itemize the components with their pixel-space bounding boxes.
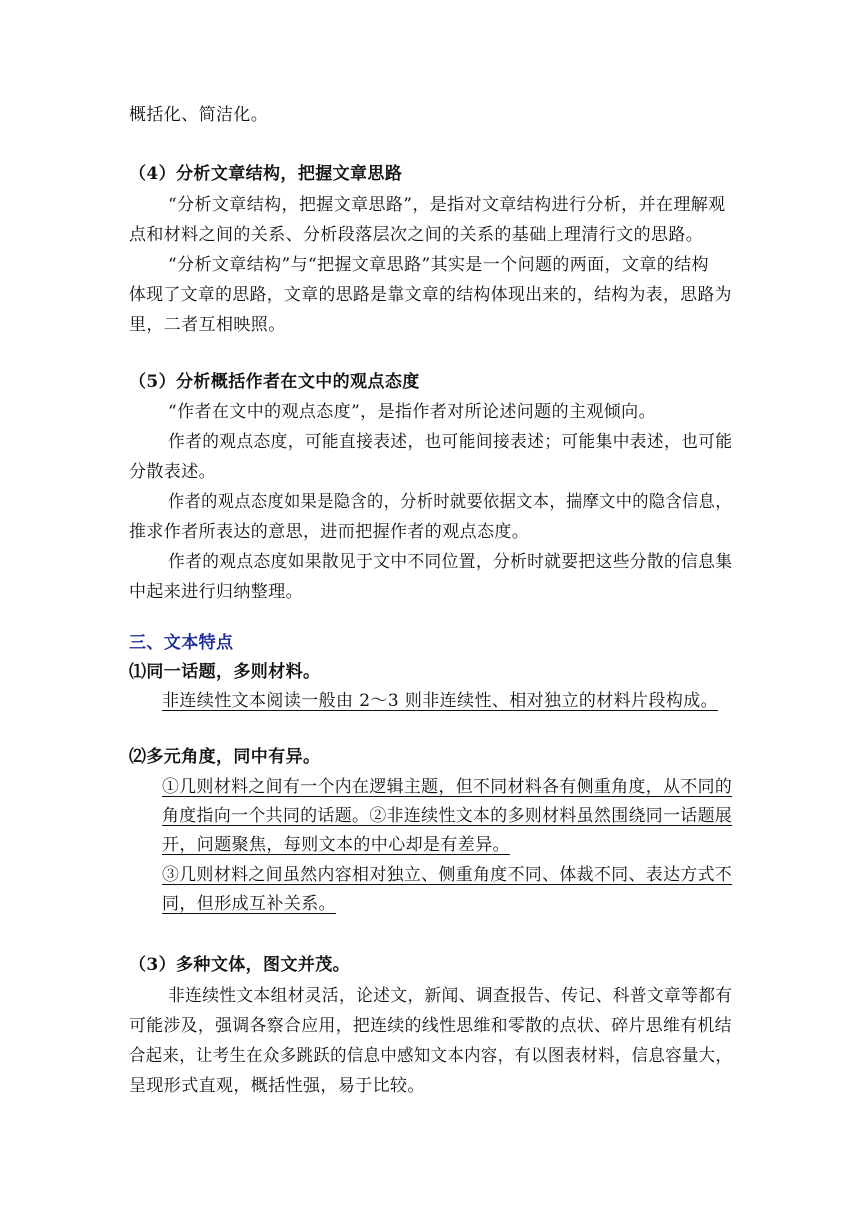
paragraph-line: 可能涉及，强调各察合应用，把连续的线性思维和零散的点状、碎片思维有机结 [129,1016,732,1036]
underlined-line: 非连续性文本阅读一般由 2～3 则非连续性、相对独立的材料片段构成。 [162,691,719,711]
paragraph-line: 体现了文章的思路，文章的思路是靠文章的结构体现出来的，结构为表，思路为 [129,285,732,305]
underlined-line: 角度指向一个共同的话题。②非连续性文本的多则材料虽然围绕同一话题展 [162,806,733,826]
point-heading-1: ⑴同一话题，多则材料。 [129,662,321,682]
paragraph-line: 作者的观点态度如果散见于文中不同位置，分析时就要把这些分散的信息集 [168,552,733,572]
underlined-line: ①几则材料之间有一个内在逻辑主题，但不同材料各有侧重角度，从不同的 [162,777,733,797]
paragraph-line: 合起来，让考生在众多跳跃的信息中感知文本内容，有以图表材料，信息容量大， [129,1046,733,1066]
chapter-heading: 三、文本特点 [129,633,234,653]
point-heading-3: （3）多种文体，图文并茂。 [129,955,351,975]
paragraph-line: 分散表述。 [129,462,216,482]
paragraph-line: “作者在文中的观点态度”，是指作者对所论述问题的主观倾向。 [168,402,656,422]
paragraph-line: “分析文章结构，把握文章思路”，是指对文章结构进行分析，并在理解观 [168,195,726,215]
underlined-line: ③几则材料之间虽然内容相对独立、侧重角度不同、体裁不同、表达方式不 [162,865,733,885]
underlined-line: 开，问题聚焦，每则文本的中心却是有差异。 [162,835,510,855]
paragraph-line: 作者的观点态度，可能直接表述，也可能间接表述；可能集中表述，也可能 [168,432,733,452]
paragraph-line: 呈现形式直观，概括性强，易于比较。 [129,1076,425,1096]
paragraph-line: 作者的观点态度如果是隐含的，分析时就要依据文本，揣摩文中的隐含信息， [168,492,732,512]
paragraph-line: “分析文章结构”与“把握文章思路”其实是一个问题的两面，文章的结构 [168,255,709,275]
paragraph-line: 点和材料之间的关系、分析段落层次之间的关系的基础上理清行文的思路。 [129,225,704,245]
underlined-line: 同，但形成互补关系。 [162,894,336,914]
section-heading-5: （5）分析概括作者在文中的观点态度 [129,372,420,392]
paragraph-line: 概括化、简洁化。 [129,105,269,125]
section-heading-4: （4）分析文章结构，把握文章思路 [129,164,403,184]
paragraph-line: 中起来进行归纳整理。 [129,582,303,602]
paragraph-line: 里，二者互相映照。 [129,315,286,335]
paragraph-line: 推求作者所表达的意思，进而把握作者的观点态度。 [129,522,530,542]
point-heading-2: ⑵多元角度，同中有异。 [129,747,321,767]
paragraph-line: 非连续性文本组材灵活，论述文，新闻、调查报告、传记、科普文章等都有 [168,986,733,1006]
